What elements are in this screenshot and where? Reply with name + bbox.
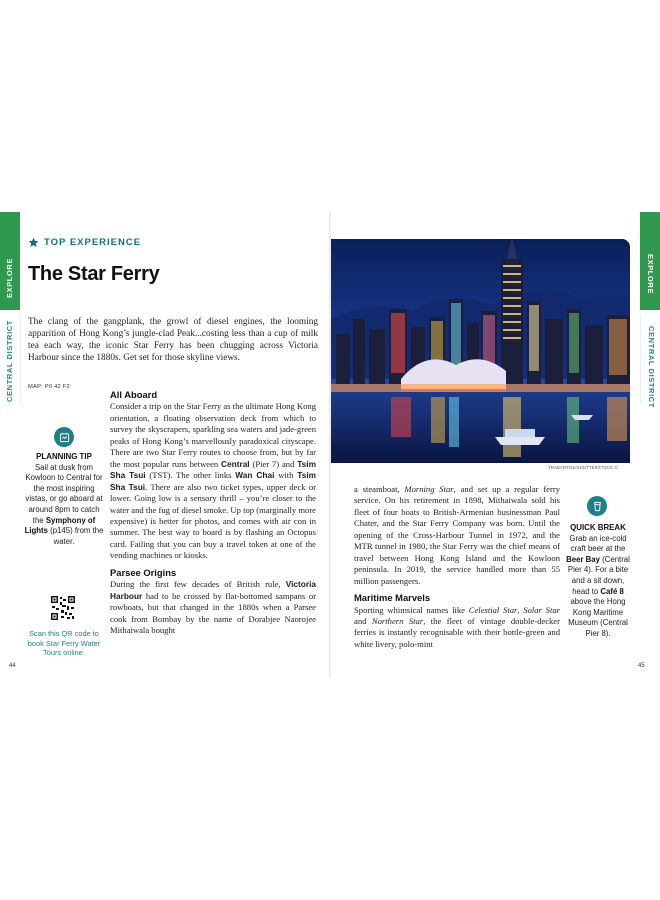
- kicker-text: TOP EXPERIENCE: [44, 237, 142, 248]
- quick-break-text: Grab an ice-cold craft beer at the: [569, 533, 627, 554]
- para-text: had to be crossed by flat-bottomed sampans or rowboats, but that changed in the 1880s when a Parsee cook from Bombay by the name of Dorabjee Naorojee Mithaiwala bought: [110, 590, 316, 636]
- para-text: . There are also two ticket types, upper deck or lower. Going low is a sensory thrill – you’re closer to the water and the fug of diesel smoke. Up top (marginally more expensive) is better for photos, and comes with air con in summer. The best way to board is by flashing an Octopus card. Failing that you can buy a travel token at one of the vending machines or kiosks.: [110, 481, 316, 561]
- district-tab-label: CENTRAL DISTRICT: [5, 320, 14, 402]
- planning-tip: [24, 452, 104, 547]
- northern-star-name: Northern Star: [371, 615, 424, 626]
- wan-chai-highlight: Wan Chai: [235, 470, 275, 481]
- para-text: (Pier 7) and: [252, 458, 295, 469]
- district-tab-right[interactable]: [640, 314, 660, 408]
- district-tab-label: CENTRAL DISTRICT: [647, 326, 656, 408]
- para-text: , and set up a regular ferry service. On his retirement in 1898, Mithaiwala sold his fleet of four boats to British-Armenian businessman Paul Chater, and the Star Ferry Company was born. Until the opening of the Cross-Harbour Tunnel in 1972, and the MTR tunnel in 1980, the Star Ferry was the chief means of travel between Hong Kong Island and the Kowloon peninsula. In 2019, the service handled more than 55 million passengers.: [354, 484, 560, 586]
- morning-star-name: Morning Star: [404, 484, 454, 494]
- planning-tip-text: Sail at dusk from Kowloon to Central for the most inspiring vistas, or go aboard at around 8pm to catch the: [25, 462, 103, 525]
- map-reference: MAP: P0 42 F2: [28, 384, 70, 390]
- left-main-column: [110, 389, 316, 637]
- all-aboard-heading: All Aboard: [110, 389, 158, 400]
- para-text: During the first few decades of British rule,: [110, 579, 281, 590]
- solar-star-name: Solar Star: [523, 604, 560, 615]
- parsee-origins-paragraph: [110, 579, 316, 636]
- quick-break-text: (Central Pier 4). For a bite and a sit down, head to: [567, 554, 630, 596]
- explore-tab-right[interactable]: [640, 212, 660, 310]
- para-text: (TST). The other links: [149, 470, 232, 481]
- maritime-marvels-heading: Maritime Marvels: [354, 592, 431, 604]
- para-text: with: [278, 470, 294, 481]
- quick-break-badge: [587, 496, 607, 516]
- intro-paragraph: The clang of the gangplank, the growl of diesel engines, the looming apparition of Hong Kong’s jungle-clad Peak...costing less than a cup of milk tea each way, the iconic Star Ferry has been chugging across Victoria Harbour since the 1880s. Get set for those skyline views.: [28, 317, 318, 364]
- planning-tip-text-end: (p145) from the water.: [50, 526, 104, 546]
- maritime-marvels-paragraph: [354, 605, 560, 651]
- para-text: , the fleet of vintage double-decker ferries is instantly recognisable with their bottle-green and white livery, polo-mint: [354, 615, 560, 649]
- explore-tab-label: EXPLORE: [5, 257, 14, 298]
- qr-caption: Scan this QR code to book Star Ferry Water Tours online.: [27, 629, 101, 658]
- all-aboard-paragraph: [110, 401, 316, 561]
- para-text: Sporting whimsical names like: [354, 604, 466, 615]
- page-number-left: 44: [9, 663, 16, 669]
- district-tab-left[interactable]: [0, 314, 21, 404]
- para-text: Consider a trip on the Star Ferry as the ultimate Hong Kong orientation, a floating observation deck from which to survey the skyscrapers, sparkling sea waters and jade-green peaks of Hong Kong’s marvellously paradoxical cityscape. There are two Star Ferry routes to choose from, but by far the most popular runs between: [110, 401, 316, 469]
- explore-tab-left[interactable]: [0, 212, 20, 310]
- tsim-sha-tsui-highlight: Tsim Sha Tsui: [110, 470, 317, 492]
- victoria-harbour-highlight: Victoria Harbour: [110, 579, 316, 601]
- para-text: a steamboat,: [354, 484, 400, 494]
- photo-credit: TRABANTOS/SHUTTERSTOCK ©: [548, 465, 618, 470]
- planning-tip-heading: PLANNING TIP: [36, 452, 92, 461]
- quick-break: [564, 523, 632, 640]
- symphony-of-lights-link[interactable]: Symphony of Lights: [24, 515, 96, 536]
- top-experience-kicker: [28, 237, 141, 248]
- harbour-skyline-photo: [331, 239, 630, 463]
- book-spread: [0, 212, 660, 678]
- star-icon: [28, 237, 39, 248]
- right-main-column: [354, 484, 560, 650]
- planning-tip-badge: [54, 427, 74, 447]
- para-text: and: [354, 615, 367, 626]
- skyline-illustration: [331, 239, 630, 463]
- quick-break-text: above the Hong Kong Maritime Museum (Central Pier 8).: [568, 597, 628, 638]
- explore-tab-label: EXPLORE: [646, 254, 655, 295]
- history-paragraph: [354, 484, 560, 587]
- beer-bay-link[interactable]: Beer Bay: [566, 554, 600, 564]
- drink-glass-icon: [592, 501, 603, 512]
- cafe-8-link[interactable]: Café 8: [600, 586, 624, 596]
- page-number-right: 45: [638, 663, 645, 669]
- page-title: The Star Ferry: [28, 263, 160, 285]
- qr-code-icon[interactable]: [50, 595, 76, 621]
- calendar-icon: [59, 432, 70, 443]
- para-text: ,: [517, 604, 520, 615]
- celestial-star-name: Celestial Star: [468, 604, 518, 615]
- quick-break-heading: QUICK BREAK: [570, 523, 626, 532]
- tsim-sha-tsui-highlight: Tsim Sha Tsui: [110, 458, 316, 481]
- central-highlight: Central: [221, 458, 250, 469]
- parsee-origins-heading: Parsee Origins: [110, 566, 177, 578]
